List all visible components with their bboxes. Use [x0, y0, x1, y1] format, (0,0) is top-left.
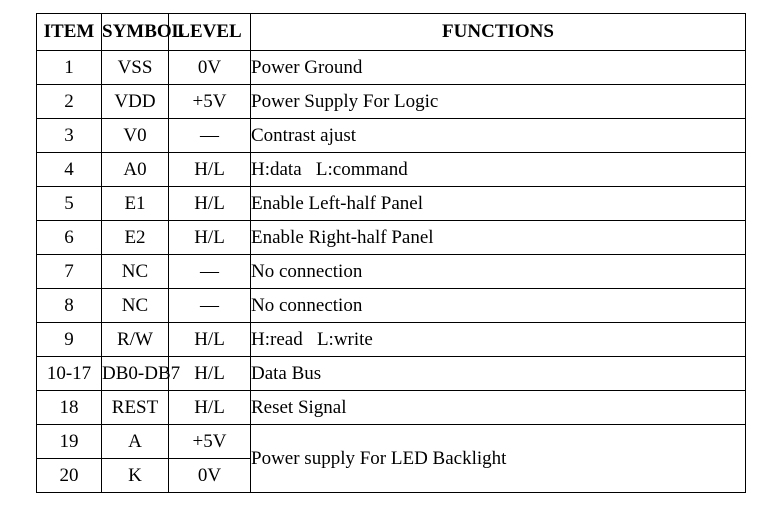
- function-cell: Power Supply For Logic: [251, 85, 746, 119]
- level-cell: +5V: [169, 85, 251, 119]
- symbol-cell: NC: [102, 289, 169, 323]
- item-cell: 19: [37, 425, 102, 459]
- table-header-row: [37, 14, 746, 51]
- table-row: [37, 323, 746, 357]
- level-cell: 0V: [169, 51, 251, 85]
- item-cell: 5: [37, 187, 102, 221]
- table-row: [37, 51, 746, 85]
- symbol-cell: VSS: [102, 51, 169, 85]
- item-cell: 9: [37, 323, 102, 357]
- symbol-cell: R/W: [102, 323, 169, 357]
- level-cell: H/L: [169, 323, 251, 357]
- header-item: ITEM: [37, 14, 102, 51]
- symbol-cell: K: [102, 459, 169, 493]
- function-cell: H:read L:write: [251, 323, 746, 357]
- level-cell: 0V: [169, 459, 251, 493]
- function-cell: H:data L:command: [251, 153, 746, 187]
- item-cell: 2: [37, 85, 102, 119]
- header-symbol: SYMBOL: [102, 14, 169, 51]
- level-cell: H/L: [169, 187, 251, 221]
- symbol-cell: A: [102, 425, 169, 459]
- function-cell: Enable Left-half Panel: [251, 187, 746, 221]
- table-row: [37, 357, 746, 391]
- item-cell: 3: [37, 119, 102, 153]
- symbol-cell: DB0-DB7: [102, 357, 169, 391]
- symbol-cell: E1: [102, 187, 169, 221]
- symbol-cell: E2: [102, 221, 169, 255]
- table-row: [37, 391, 746, 425]
- symbol-cell: VDD: [102, 85, 169, 119]
- level-cell: —: [169, 119, 251, 153]
- table-row: [37, 221, 746, 255]
- function-cell: Contrast ajust: [251, 119, 746, 153]
- level-cell: H/L: [169, 153, 251, 187]
- level-cell: +5V: [169, 425, 251, 459]
- item-cell: 1: [37, 51, 102, 85]
- table-row: [37, 289, 746, 323]
- symbol-cell: NC: [102, 255, 169, 289]
- level-cell: —: [169, 289, 251, 323]
- pin-function-table: [36, 13, 746, 493]
- item-cell: 7: [37, 255, 102, 289]
- function-cell: Power supply For LED Backlight: [251, 425, 746, 493]
- symbol-cell: A0: [102, 153, 169, 187]
- function-cell: Data Bus: [251, 357, 746, 391]
- item-cell: 6: [37, 221, 102, 255]
- level-cell: H/L: [169, 221, 251, 255]
- item-cell: 8: [37, 289, 102, 323]
- table-row: [37, 187, 746, 221]
- function-cell: Reset Signal: [251, 391, 746, 425]
- level-cell: H/L: [169, 391, 251, 425]
- function-cell: Enable Right-half Panel: [251, 221, 746, 255]
- header-level: LEVEL: [169, 14, 251, 51]
- symbol-cell: V0: [102, 119, 169, 153]
- table-row: [37, 425, 746, 459]
- table-row: [37, 255, 746, 289]
- item-cell: 20: [37, 459, 102, 493]
- function-cell: No connection: [251, 255, 746, 289]
- item-cell: 10-17: [37, 357, 102, 391]
- symbol-cell: REST: [102, 391, 169, 425]
- level-cell: H/L: [169, 357, 251, 391]
- header-functions: FUNCTIONS: [251, 14, 746, 51]
- table-row: [37, 119, 746, 153]
- function-cell: No connection: [251, 289, 746, 323]
- level-cell: —: [169, 255, 251, 289]
- item-cell: 4: [37, 153, 102, 187]
- function-cell: Power Ground: [251, 51, 746, 85]
- table-row: [37, 85, 746, 119]
- table-row: [37, 153, 746, 187]
- item-cell: 18: [37, 391, 102, 425]
